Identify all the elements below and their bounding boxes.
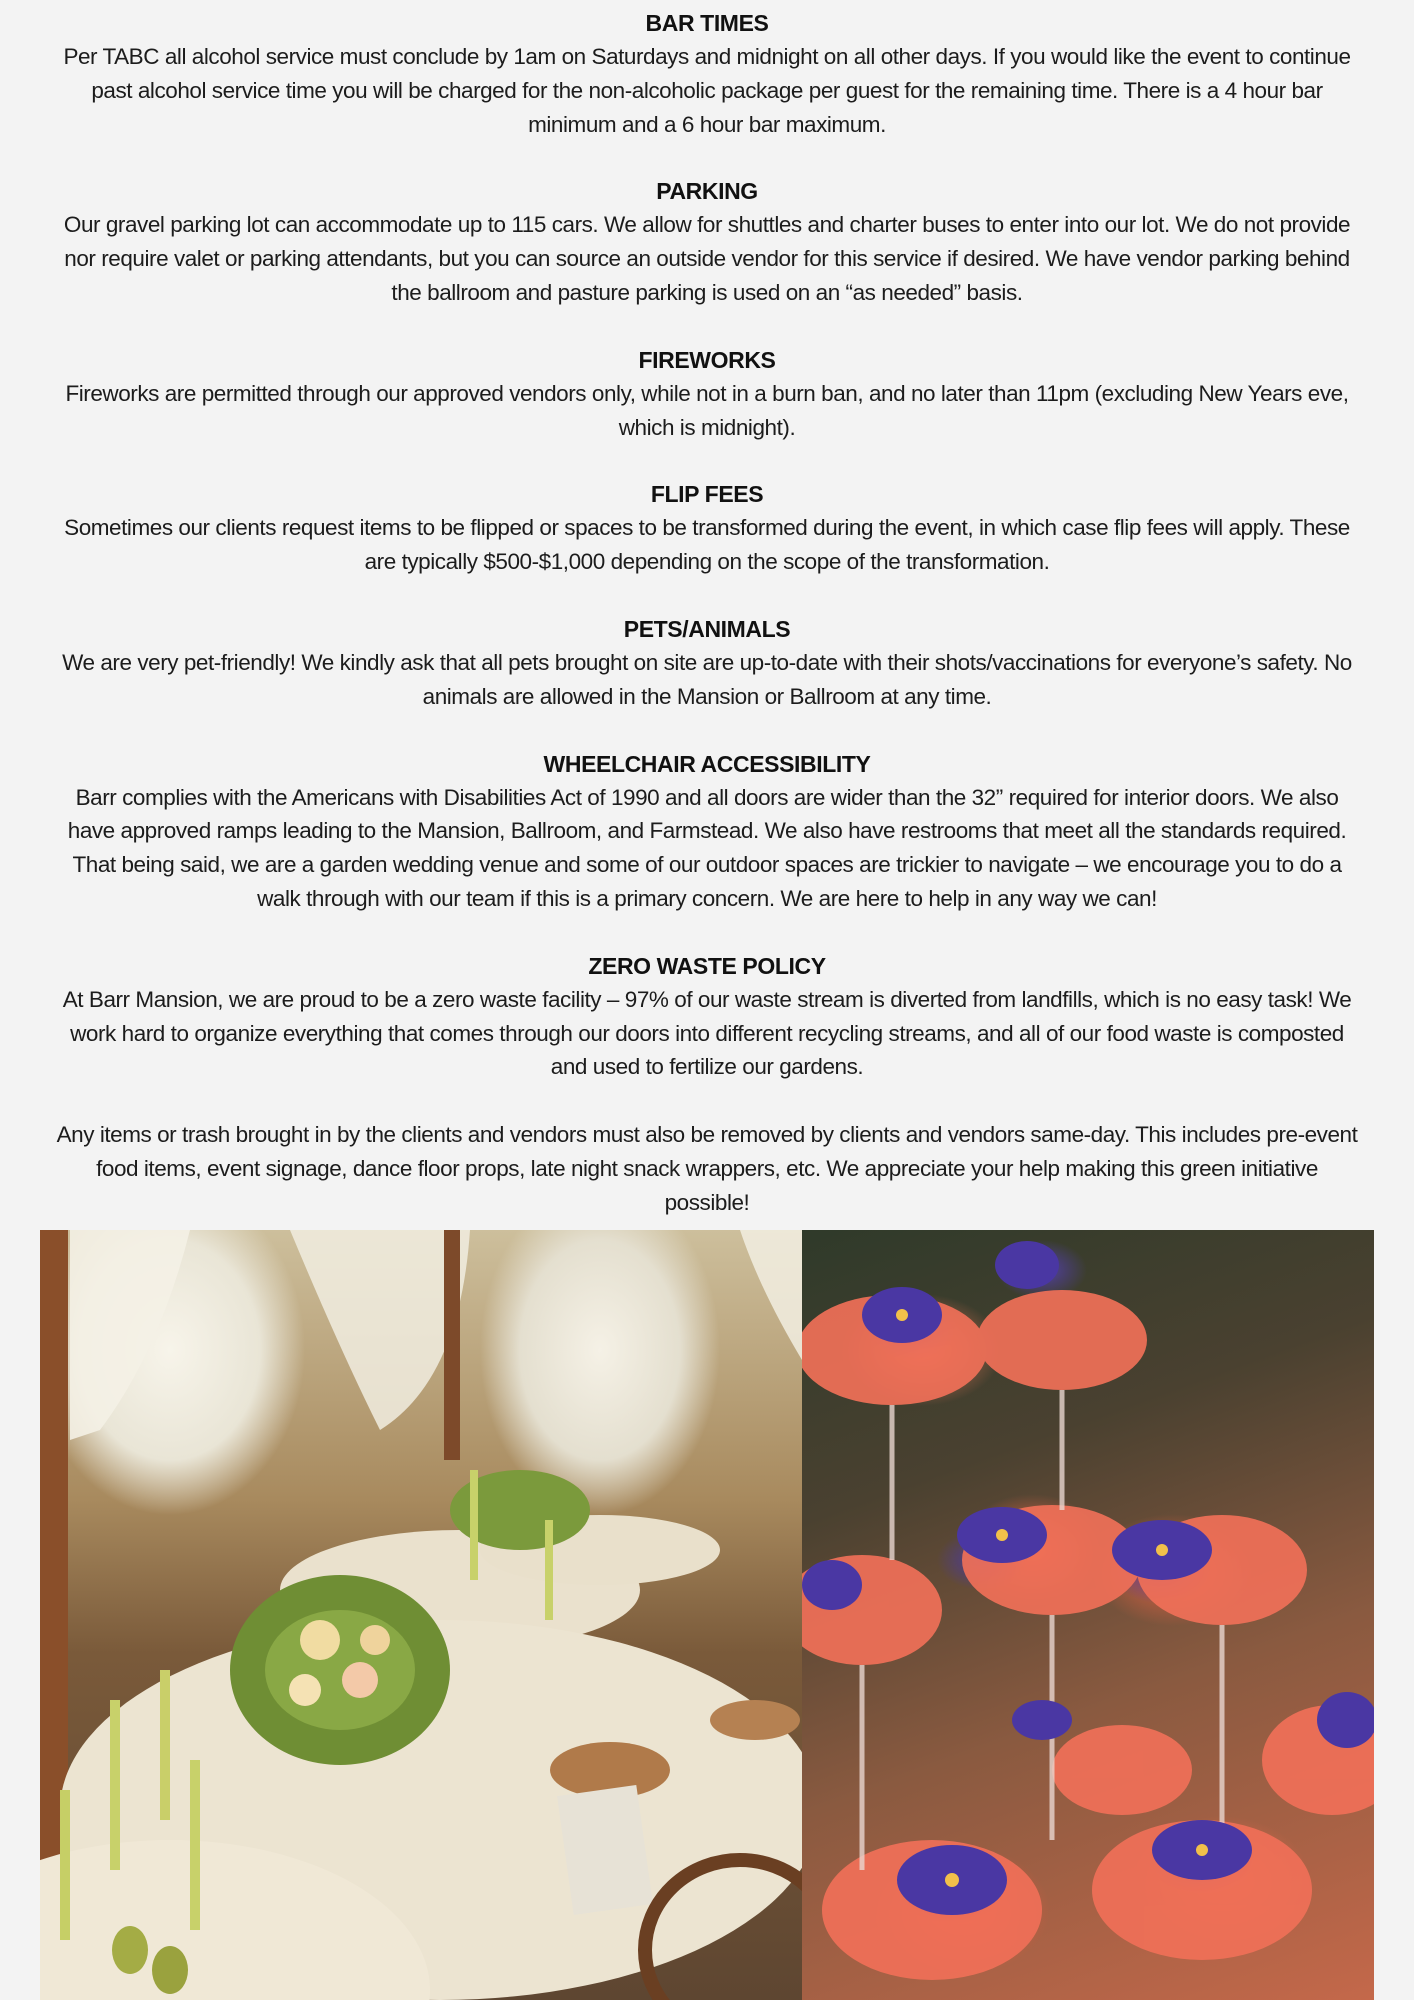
section-heading: FLIP FEES bbox=[650, 481, 764, 508]
section-paragraph: Fireworks are permitted through our approved vendors only, while not in a burn ban, and no later than 11pm (excluding New Years eve, which is midnight). bbox=[65, 380, 1349, 440]
section-paragraph: We are very pet-friendly! We kindly ask that all pets brought on site are up-to-date with their shots/vaccinations for everyone’s safety. No animals are allowed in the Mansion or Ballroom at any time. bbox=[62, 649, 1352, 709]
section-paragraph: Barr complies with the Americans with Disabilities Act of 1990 and all doors are wider than the 32” required for interior doors. We also have approved ramps leading to the Mansion, Ballroom, and Farmstead. We also have restrooms that meet all the standards required. That being said, we are a garden wedding venue and some of our outdoor spaces are trickier to navigate – we encourage you to do a walk through with our team if this is a primary concern. We are here to help in any way we can! bbox=[67, 784, 1347, 911]
section-wheelchair-accessibility bbox=[52, 747, 1362, 916]
section-paragraph: At Barr Mansion, we are proud to be a zero waste facility – 97% of our waste stream is diverted from landfills, which is no easy task! We work hard to organize everything that comes through our doors into different recycling streams, and all of our food waste is composted and used to fertilize our gardens. bbox=[62, 986, 1352, 1080]
section-pets-animals bbox=[52, 612, 1362, 714]
section-bar-times bbox=[52, 6, 1362, 141]
section-fireworks bbox=[52, 343, 1362, 445]
section-zero-waste-policy bbox=[52, 949, 1362, 1220]
section-paragraph: Per TABC all alcohol service must conclude by 1am on Saturdays and midnight on all other days. If you would like the event to continue past alcohol service time you will be charged for the non-alcoholic package per guest for the remaining time. There is a 4 hour bar minimum and a 6 hour bar maximum. bbox=[63, 44, 1351, 137]
reception-tables-photo bbox=[40, 1230, 802, 2000]
section-heading: PETS/ANIMALS bbox=[623, 615, 791, 642]
section-heading: ZERO WASTE POLICY bbox=[588, 952, 826, 979]
section-heading: BAR TIMES bbox=[645, 10, 769, 36]
section-heading: PARKING bbox=[656, 178, 758, 205]
section-heading: WHEELCHAIR ACCESSIBILITY bbox=[543, 750, 871, 777]
section-paragraph: Sometimes our clients request items to be flipped or spaces to be transformed during the event, in which case flip fees will apply. These are typically $500-$1,000 depending on the scope of the transformation. bbox=[64, 515, 1350, 575]
section-parking bbox=[52, 174, 1362, 309]
section-heading: FIREWORKS bbox=[638, 346, 776, 373]
document-body bbox=[52, 6, 1362, 1252]
reception-tables-illustration bbox=[40, 1230, 802, 2000]
cocktail-tower-photo bbox=[802, 1230, 1374, 2000]
section-flip-fees bbox=[52, 477, 1362, 579]
cocktail-tower-illustration bbox=[802, 1230, 1374, 2000]
section-paragraph: Any items or trash brought in by the clients and vendors must also be removed by clients and vendors same-day. This includes pre-event food items, event signage, dance floor props, late night snack wrappers, etc. We appreciate your help making this green initiative possible! bbox=[56, 1121, 1358, 1215]
photo-strip bbox=[40, 1230, 1374, 2000]
section-paragraph: Our gravel parking lot can accommodate up to 115 cars. We allow for shuttles and charter buses to enter into our lot. We do not provide nor require valet or parking attendants, but you can source an outside vendor for this service if desired. We have vendor parking behind the ballroom and pasture parking is used on an “as needed” basis. bbox=[63, 212, 1351, 305]
